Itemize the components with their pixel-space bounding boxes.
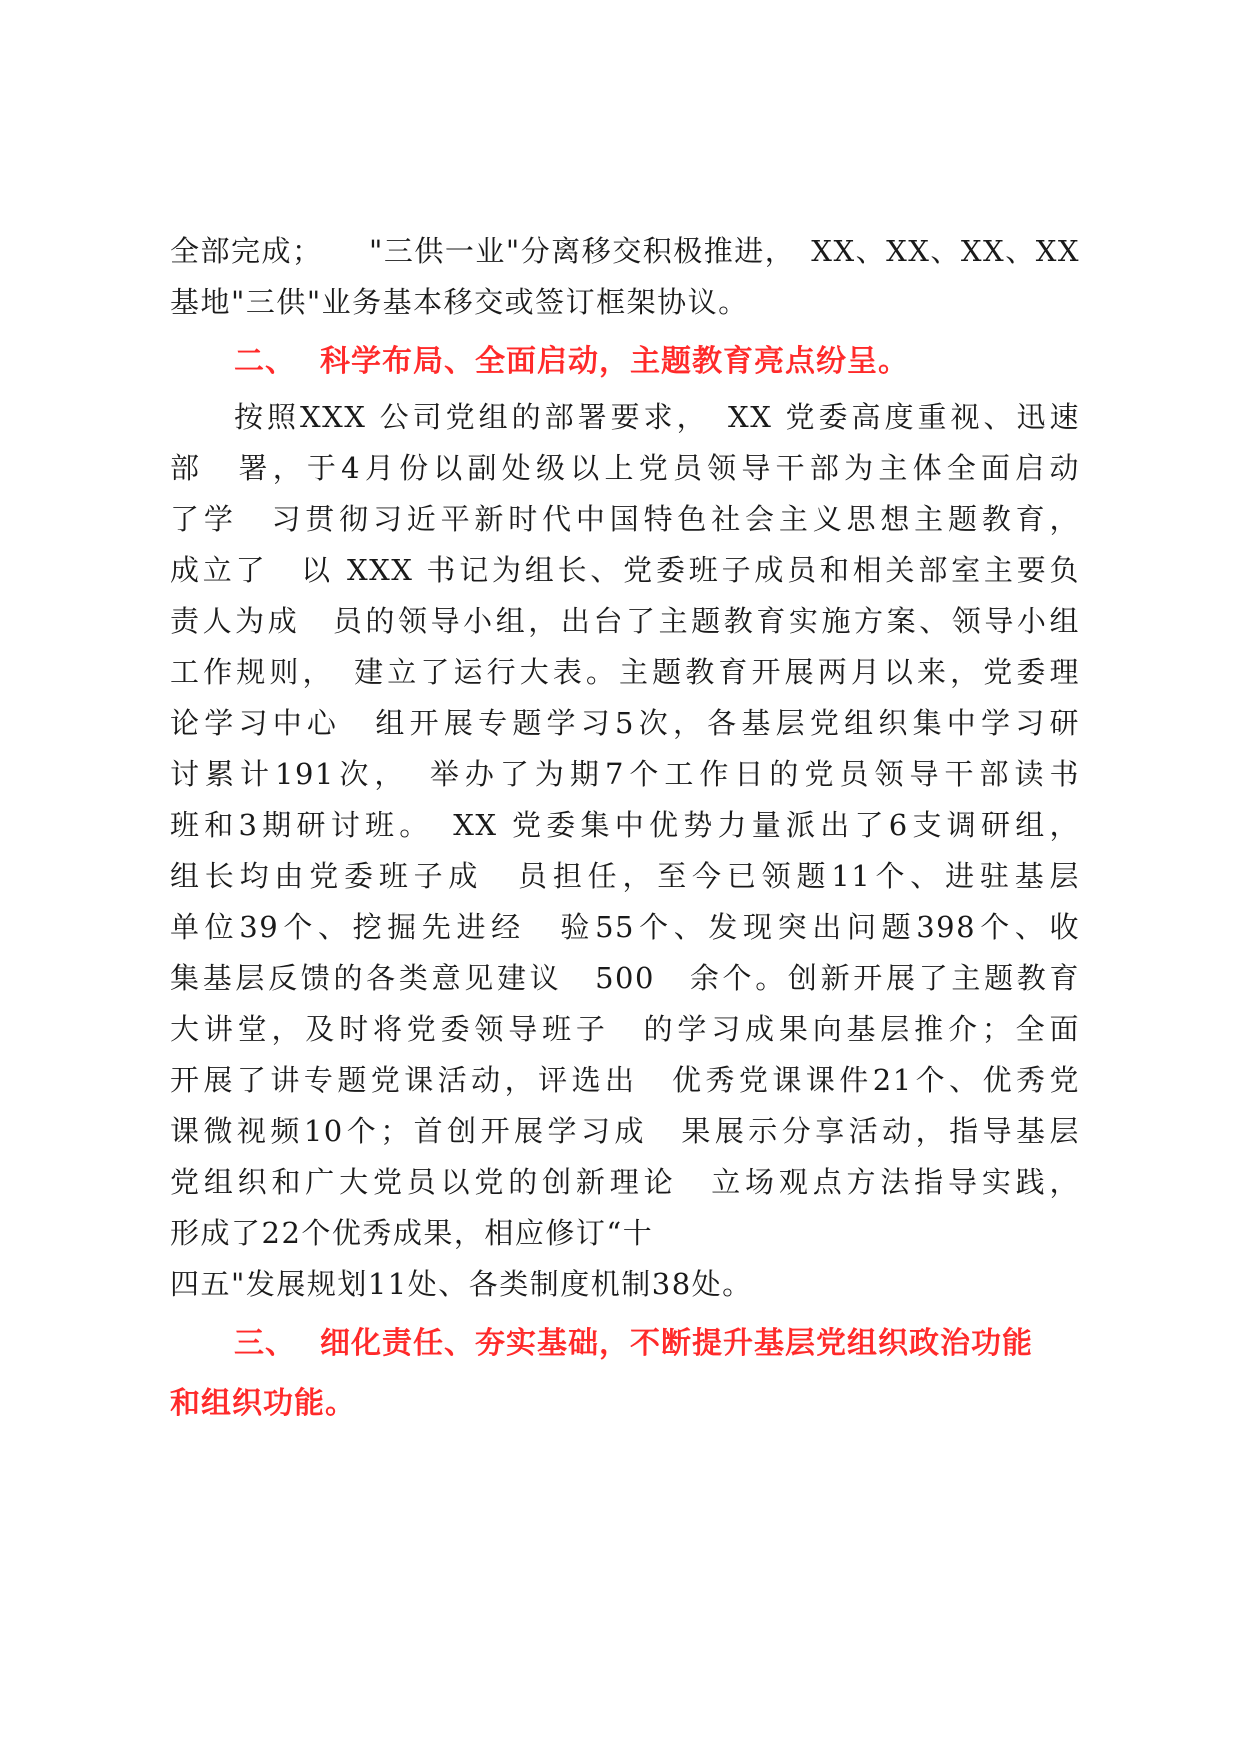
section-2-line-10: 组长均由党委班子成 员担任，至今已领题11个、进驻基层 — [170, 859, 1080, 893]
section-2-line-6: 工作规则， 建立了运行大表。主题教育开展两月以来，党委理 — [170, 655, 1080, 689]
section-2-number: 二、 — [234, 344, 296, 379]
section-3-heading-continued — [170, 1374, 1080, 1434]
section-2-line-9: 班和3期研讨班。 XX 党委集中优势力量派出了6支调研组， — [170, 808, 1080, 842]
section-2-heading — [170, 332, 1080, 392]
section-2-line-7: 论学习中心 组开展专题学习5次，各基层党组织集中学习研 — [170, 706, 1080, 740]
section-3-title-line-2: 和组织功能。 — [170, 1386, 356, 1421]
section-2-line-4: 成立了 以 XXX 书记为组长、党委班子成员和相关部室主要负 — [170, 553, 1080, 587]
section-2-line-17: 形成了22个优秀成果，相应修订“十 — [170, 1216, 654, 1250]
section-2-line-3: 了学 习贯彻习近平新时代中国特色社会主义思想主题教育， — [170, 502, 1080, 536]
section-3-number: 三、 — [234, 1326, 296, 1361]
section-2-line-12: 集基层反馈的各类意见建议 500 余个。创新开展了主题教育 — [170, 961, 1080, 995]
intro-line-1: 全部完成； "三供一业"分离移交积极推进， XX、XX、XX、XX — [170, 234, 1080, 268]
intro-line-2: 基地"三供"业务基本移交或签订框架协议。 — [170, 285, 749, 319]
section-3-title-line-1: 细化责任、夯实基础，不断提升基层党组织政治功能 — [320, 1326, 1033, 1361]
section-2-line-18: 四五"发展规划11处、各类制度机制38处。 — [170, 1267, 753, 1301]
section-2-line-1: 按照XXX 公司党组的部署要求， XX 党委高度重视、迅速 — [234, 400, 1080, 434]
section-2-line-16: 党组织和广大党员以党的创新理论 立场观点方法指导实践， — [170, 1165, 1080, 1199]
section-2-line-14: 开展了讲专题党课活动，评选出 优秀党课课件21个、优秀党 — [170, 1063, 1080, 1097]
section-3-heading — [170, 1314, 1080, 1374]
section-2-line-11: 单位39个、挖掘先进经 验55个、发现突出问题398个、收 — [170, 910, 1080, 944]
section-2-line-2: 部 署，于4月份以副处级以上党员领导干部为主体全面启动 — [170, 451, 1080, 485]
section-2-line-5: 责人为成 员的领导小组，出台了主题教育实施方案、领导小组 — [170, 604, 1080, 638]
section-2-line-15: 课微视频10个；首创开展学习成 果展示分享活动，指导基层 — [170, 1114, 1080, 1148]
section-2-title: 科学布局、全面启动，主题教育亮点纷呈。 — [320, 344, 909, 379]
section-2-line-13: 大讲堂，及时将党委领导班子 的学习成果向基层推介；全面 — [170, 1012, 1080, 1046]
document-body — [170, 226, 1080, 1434]
section-2-line-8: 讨累计191次， 举办了为期7个工作日的党员领导干部读书 — [170, 757, 1080, 791]
